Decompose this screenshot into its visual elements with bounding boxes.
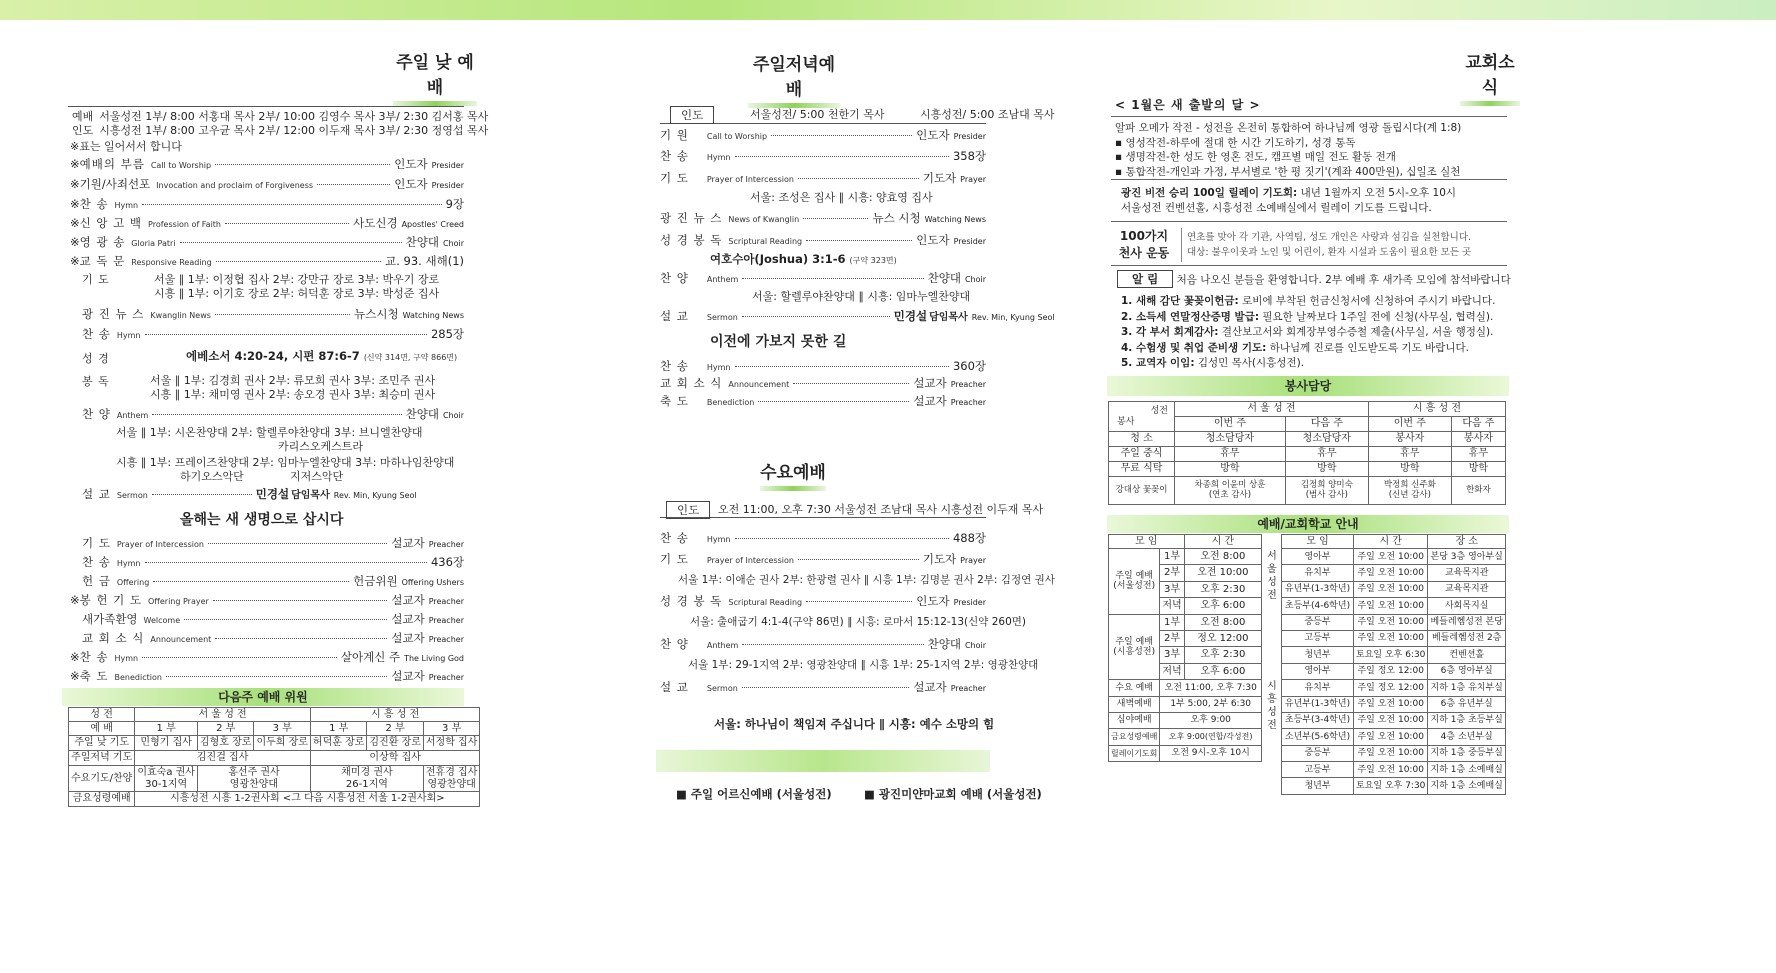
next-week-title: 다음주 예배 위원 <box>62 688 464 706</box>
order-item: ※ 기원/사죄선포 Invocation and proclaim of Forgiveness 인도자 Presider <box>70 177 464 191</box>
bullet-item: ▪ 영성작전-하루에 절대 한 시간 기도하기, 성경 통독 <box>1115 136 1356 149</box>
evening-anthem-names: 서울: 할렐루야찬양대 ∥ 시흥: 임마누엘찬양대 <box>752 290 971 303</box>
sunday-worship-column <box>0 20 570 973</box>
month-title: < 1월은 새 출발의 달 > <box>1115 98 1261 112</box>
order-item: 찬 송 Hymn 285장 <box>82 327 464 341</box>
side-label-seoul: 서울성전 <box>1267 551 1277 601</box>
order-item: 기 도 Prayer of Intercession 기도자 Prayer <box>660 171 986 185</box>
evening-worship-column <box>660 20 1130 973</box>
order-item: ※ 봉 헌 기 도 Offering Prayer 설교자 Preacher <box>70 593 464 607</box>
divider <box>68 106 464 107</box>
reading-label: 봉 독 <box>82 375 110 388</box>
footer-item: ■ 광진미얀마교회 예배 (서울성전) <box>864 787 1042 801</box>
order-item: ※ 교 독 문 Responsive Reading 교. 93. 새해(1) <box>70 254 464 268</box>
prayer-names: 서울 ∥ 1부: 이정협 집사 2부: 강만규 장로 3부: 박우기 장로 <box>154 273 440 286</box>
order-item: 성 경 봉 독 Scriptural Reading 인도자 Presider <box>660 233 986 247</box>
section-title-church-news: 교회소식 <box>1460 48 1520 106</box>
order-item: 교 회 소 식 Announcement 설교자 Preacher <box>82 631 464 645</box>
reading-names: 시흥 ∥ 1부: 채미영 권사 2부: 송오경 권사 3부: 최승미 권사 <box>150 388 436 401</box>
angel-title: 100가지 천사 운동 <box>1118 229 1170 260</box>
volunteer-title: 봉사담당 <box>1107 376 1509 396</box>
evening-scripture: 여호수아(Joshua) 3:1-6 (구약 323면) <box>710 252 897 266</box>
order-item: 찬 송 Hymn 358장 <box>660 149 986 163</box>
order-item: ※ 예배의 부름 Call to Worship 인도자 Presider <box>70 157 464 171</box>
prayer-label: 기 도 <box>82 273 110 286</box>
green-band <box>656 750 990 772</box>
wed-sermon-titles: 서울: 하나님이 책임져 주십니다 ∥ 시흥: 예수 소망의 힘 <box>714 717 995 731</box>
lead-seoul: 서울성전/ 5:00 천한기 목사 <box>750 108 885 121</box>
lead-siheung: 시흥성전/ 5:00 조남대 목사 <box>920 108 1055 121</box>
volunteer-table: 성전 봉사 서 울 성 전 시 흥 성 전 이번 주 다음 주 이번 주 다음 주 청 소 청소담당자 청소담당자 봉사자 봉사자 주일 중식 휴무 휴무 휴무 휴무 무료 식탁 방학 방학 방학 방학 강대상 꽃꽂이 차종희 이윤미 상훈 (연초 감사) 김정희 양미숙 (범사 감사) 박정희 신주화 (신년 감사) 한화자 <box>1108 401 1506 505</box>
order-item: 성 경 봉 독 Scriptural Reading 인도자 Presider <box>660 594 986 608</box>
footer-item: ■ 주일 어르신예배 (서울성전) <box>676 787 832 801</box>
intro-box <box>1111 116 1507 180</box>
top-gradient-bar <box>0 0 1776 20</box>
stand-note: ※표는 일어서서 합니다 <box>70 140 182 153</box>
prayer-names: 시흥 ∥ 1부: 이기호 장로 2부: 허덕훈 장로 3부: 박성준 집사 <box>154 287 440 300</box>
order-item: ※ 축 도 Benediction 설교자 Preacher <box>70 669 464 683</box>
anthem-siheung: 시흥 ∥ 1부: 프레이즈찬양대 2부: 임마누엘찬양대 3부: 마하나임찬양대 <box>116 456 455 469</box>
order-item: ※ 신 앙 고 백 Profession of Faith 사도신경 Apostles' Creed <box>70 216 464 230</box>
sermon-title: 올해는 새 생명으로 삽시다 <box>180 512 344 528</box>
relay-prayer-box: 광진 비전 승리 100일 릴레이 기도회: 내년 1월까지 오전 5시-오후 10시 서울성전 컨벤션홀, 시흥성전 소예배실에서 릴레이 기도를 드립니다. <box>1111 184 1507 222</box>
order-item: 광 진 뉴 스 News of Kwanglin 뉴스 시청 Watching News <box>660 211 986 225</box>
order-item: 기 도 Prayer of Intercession 기도자 Prayer <box>660 552 986 566</box>
order-item: 헌 금 Offering 헌금위원 Offering Ushers <box>82 574 464 588</box>
evening-prayer-names: 서울: 조성은 집사 ∥ 시흥: 양효영 집사 <box>750 191 933 204</box>
scripture: 에베소서 4:20-24, 시편 87:6-7 (신약 314면, 구약 866면) <box>186 349 458 363</box>
notice-item: 2. 소득세 연말정산증명 발급: 필요한 날짜보다 1주일 전에 신청(사무실, 협력실). <box>1121 310 1494 323</box>
notice-item: 4. 수험생 및 취업 준비생 기도: 하나님께 진로를 인도받도록 기도 바랍니다. <box>1121 341 1469 354</box>
anthem-siheung-band: 하기오스악단 <box>180 470 244 483</box>
wed-prayer-names: 서울 1부: 이애순 권사 2부: 한광렬 권사 ∥ 시흥 1부: 김명분 권사 2부: 김정연 권사 <box>678 574 1055 586</box>
anthem-seoul: 서울 ∥ 1부: 시온찬양대 2부: 할렐루야찬양대 3부: 브니엘찬양대 <box>116 426 423 439</box>
reading-names: 서울 ∥ 1부: 김경희 권사 2부: 류모희 권사 3부: 조민주 권사 <box>150 374 436 387</box>
school-schedule-table: 모 임 시 간 장 소 영아부 주일 오전 10:00 본당 3층 영아부실 유치부 주일 오전 10:00 교육목지관 유년부(1-3학년) 주일 오전 10:00 교육목지관 초등부(4-6학년) 주일 오전 10:00 사회목지실 중등부 주일 오전 10:00 베들레헴성전 본당 고등부 주일 오전 10:00 베들레헴성전 2층 청년부 토요일 오후 6:30 컨벤션홀 영아부 주일 정오 12:00 6층 영아부실 유치부 주일 정오 12:00 지하 1층 유치부실 유년부(1-3학년) 주일 오전 10:00 6층 유년부실 초등부(3-4학년) 주일 오전 10:00 지하 1층 초등부실 소년부(5-6학년) 주일 오전 10:00 4층 소년부실 중등부 주일 오전 10:00 지하 1층 중등부실 고등부 주일 오전 10:00 지하 1층 소예배실 청년부 토요일 오후 7:30 지하 1층 소예배실 <box>1281 534 1506 795</box>
notice-item: 1. 새해 감단 꽃꽂이헌금: 로비에 부착된 헌금신청서에 신청하여 주시기 바랍니다. <box>1121 295 1496 307</box>
bullet-item: ▪ 통합작전-개인과 가정, 부서별로 '한 평 짓기'(계좌 400만원), 십일조 실천 <box>1115 165 1461 178</box>
order-item: 축 도 Benediction 설교자 Preacher <box>660 394 986 408</box>
order-item: ※ 찬 송 Hymn 살아계신 주 The Living God <box>70 650 464 664</box>
order-item: 기 원 Call to Worship 인도자 Presider <box>660 128 986 142</box>
wed-anthem-names: 서울 1부: 29-1지역 2부: 영광찬양대 ∥ 시흥 1부: 25-1지역 2부: 영광찬양대 <box>688 659 1039 671</box>
order-item: 찬 양 Anthem 찬양대 Choir <box>660 637 986 651</box>
order-item: 찬 송 Hymn 488장 <box>660 531 986 545</box>
angel-campaign-box <box>1111 226 1507 266</box>
order-item: 찬 양 Anthem 찬양대 Choir <box>660 271 986 285</box>
anthem-siheung-band: 지저스악단 <box>290 470 344 483</box>
order-item: 기 도 Prayer of Intercession 설교자 Preacher <box>82 536 464 550</box>
order-item-sermon: 설 교 Sermon 민경설 담임목사 Rev. Min, Kyung Seol <box>82 487 417 501</box>
service-time-row: 인도 시흥성전 1부/ 8:00 고우균 목사 2부/ 12:00 이두재 목사 3부/ 2:30 정영섭 목사 <box>72 124 489 137</box>
bullet-item: ▪ 생명작전-한 성도 한 영혼 전도, 캠프별 매일 전도 활동 전개 <box>1115 151 1396 163</box>
order-item: 찬 송 Hymn 360장 <box>660 359 986 373</box>
order-item: 찬 송 Hymn 436장 <box>82 555 464 569</box>
section-title-wednesday: 수요예배 <box>760 458 826 491</box>
church-news-column <box>1111 20 1776 973</box>
worship-schedule-table: 모 임 시 간 주일 예배 (서울성전) 1부 오전 8:00 2부 오전 10:00 3부 오후 2:30 저녁 오후 6:00 주일 예배 (시흥성전) 1부 오전 8:00 2부 정오 12:00 3부 오후 2:30 저녁 오후 6:00 수요 예배 오전 11:00, 오후 7:30 새벽예배 1부 5:00, 2부 6:30 심야예배 오후 9:00 금요성령예배 오후 9:00(연합/각성전) 릴레이기도회 오전 9시-오후 10시 <box>1108 534 1262 762</box>
wed-scripture: 서울: 출애굽기 4:1-4(구약 86면) ∥ 시흥: 로마서 15:12-13(신약 260면) <box>690 616 1027 628</box>
order-item: 찬 양 Anthem 찬양대 Choir <box>82 407 464 421</box>
notice-list <box>1121 294 1495 372</box>
order-item-sermon: 설 교 Sermon 민경설 담임목사 Rev. Min, Kyung Seol <box>660 309 1055 323</box>
wed-lead-label: 인도 <box>666 499 710 519</box>
service-time-row: 예배 서울성전 1부/ 8:00 서홍대 목사 2부/ 10:00 김영수 목사 3부/ 2:30 김서홍 목사 <box>72 110 489 123</box>
order-item: 새가족환영 Welcome 설교자 Preacher <box>82 612 464 626</box>
section-title-sunday-evening: 주일저녁예배 <box>748 50 840 108</box>
section-title-sunday-day: 주일 낮 예배 <box>393 48 477 106</box>
order-item: ※ 찬 송 Hymn 9장 <box>70 197 464 211</box>
order-item: 광 진 뉴 스 Kwanglin News 뉴스시청 Watching News <box>82 307 464 321</box>
angel-text: 연초를 맞아 각 기관, 사역팀, 성도 개인은 사랑과 섬김을 실천합니다. 대상: 불우이웃과 노인 및 어린이, 환자 시설과 도움이 필요한 모든 곳 <box>1187 232 1472 258</box>
intro-text: 알파 오메가 작전 - 성전을 온전히 통합하여 하나님께 영광 돌립시다(계 1:8) <box>1115 122 1462 134</box>
scripture-label: 성 경 <box>82 352 110 365</box>
side-label-siheung: 시흥성전 <box>1267 681 1277 731</box>
order-item: 교 회 소 식 Announcement 설교자 Preacher <box>660 376 986 390</box>
guide-title: 예배/교회학교 안내 <box>1107 515 1509 533</box>
evening-sermon-title: 이전에 가보지 못한 길 <box>710 334 847 350</box>
wed-lead-text: 오전 11:00, 오후 7:30 서울성전 조남대 목사 시흥성전 이두재 목사 <box>718 503 1044 516</box>
next-week-table: 성 전 서 울 성 전 시 흥 성 전 예 배 1 부 2 부 3 부 1 부 2 부 3 부 주일 낮 기도 민형기 집사 김형호 장로 이두희 장로 허덕훈 장로 김진환 장로 서정학 집사 주일저녁 기도 김진걸 집사 이상학 집사 수요기도/찬양 이효숙a 권사 30-1지역 홍선주 권사 영광찬양대 채미경 권사 26-1지역 전휴경 집사 영광찬양대 금요성령예배 시흥성전 시흥 1-2권사회 <그 다음 시흥성전 서울 1-2권사회> <box>68 707 480 807</box>
anthem-seoul-orchestra: 카리스오케스트라 <box>278 440 364 453</box>
order-item: 설 교 Sermon 설교자 Preacher <box>660 680 986 694</box>
notice-item: 3. 각 부서 회계감사: 결산보고서와 회계장부영수증철 제출(사무실, 서울 행정실). <box>1121 326 1494 338</box>
divider <box>1181 228 1182 262</box>
order-item: ※ 영 광 송 Gloria Patri 찬양대 Choir <box>70 235 464 249</box>
notice-row: 알 림 처음 나오신 분들을 환영합니다. 2부 예배 후 새가족 모임에 참석바랍니다 <box>1117 270 1511 288</box>
notice-item: 5. 교역자 이임: 김성민 목사(시흥성전). <box>1121 357 1305 369</box>
lead-label: 인도 <box>670 104 714 124</box>
